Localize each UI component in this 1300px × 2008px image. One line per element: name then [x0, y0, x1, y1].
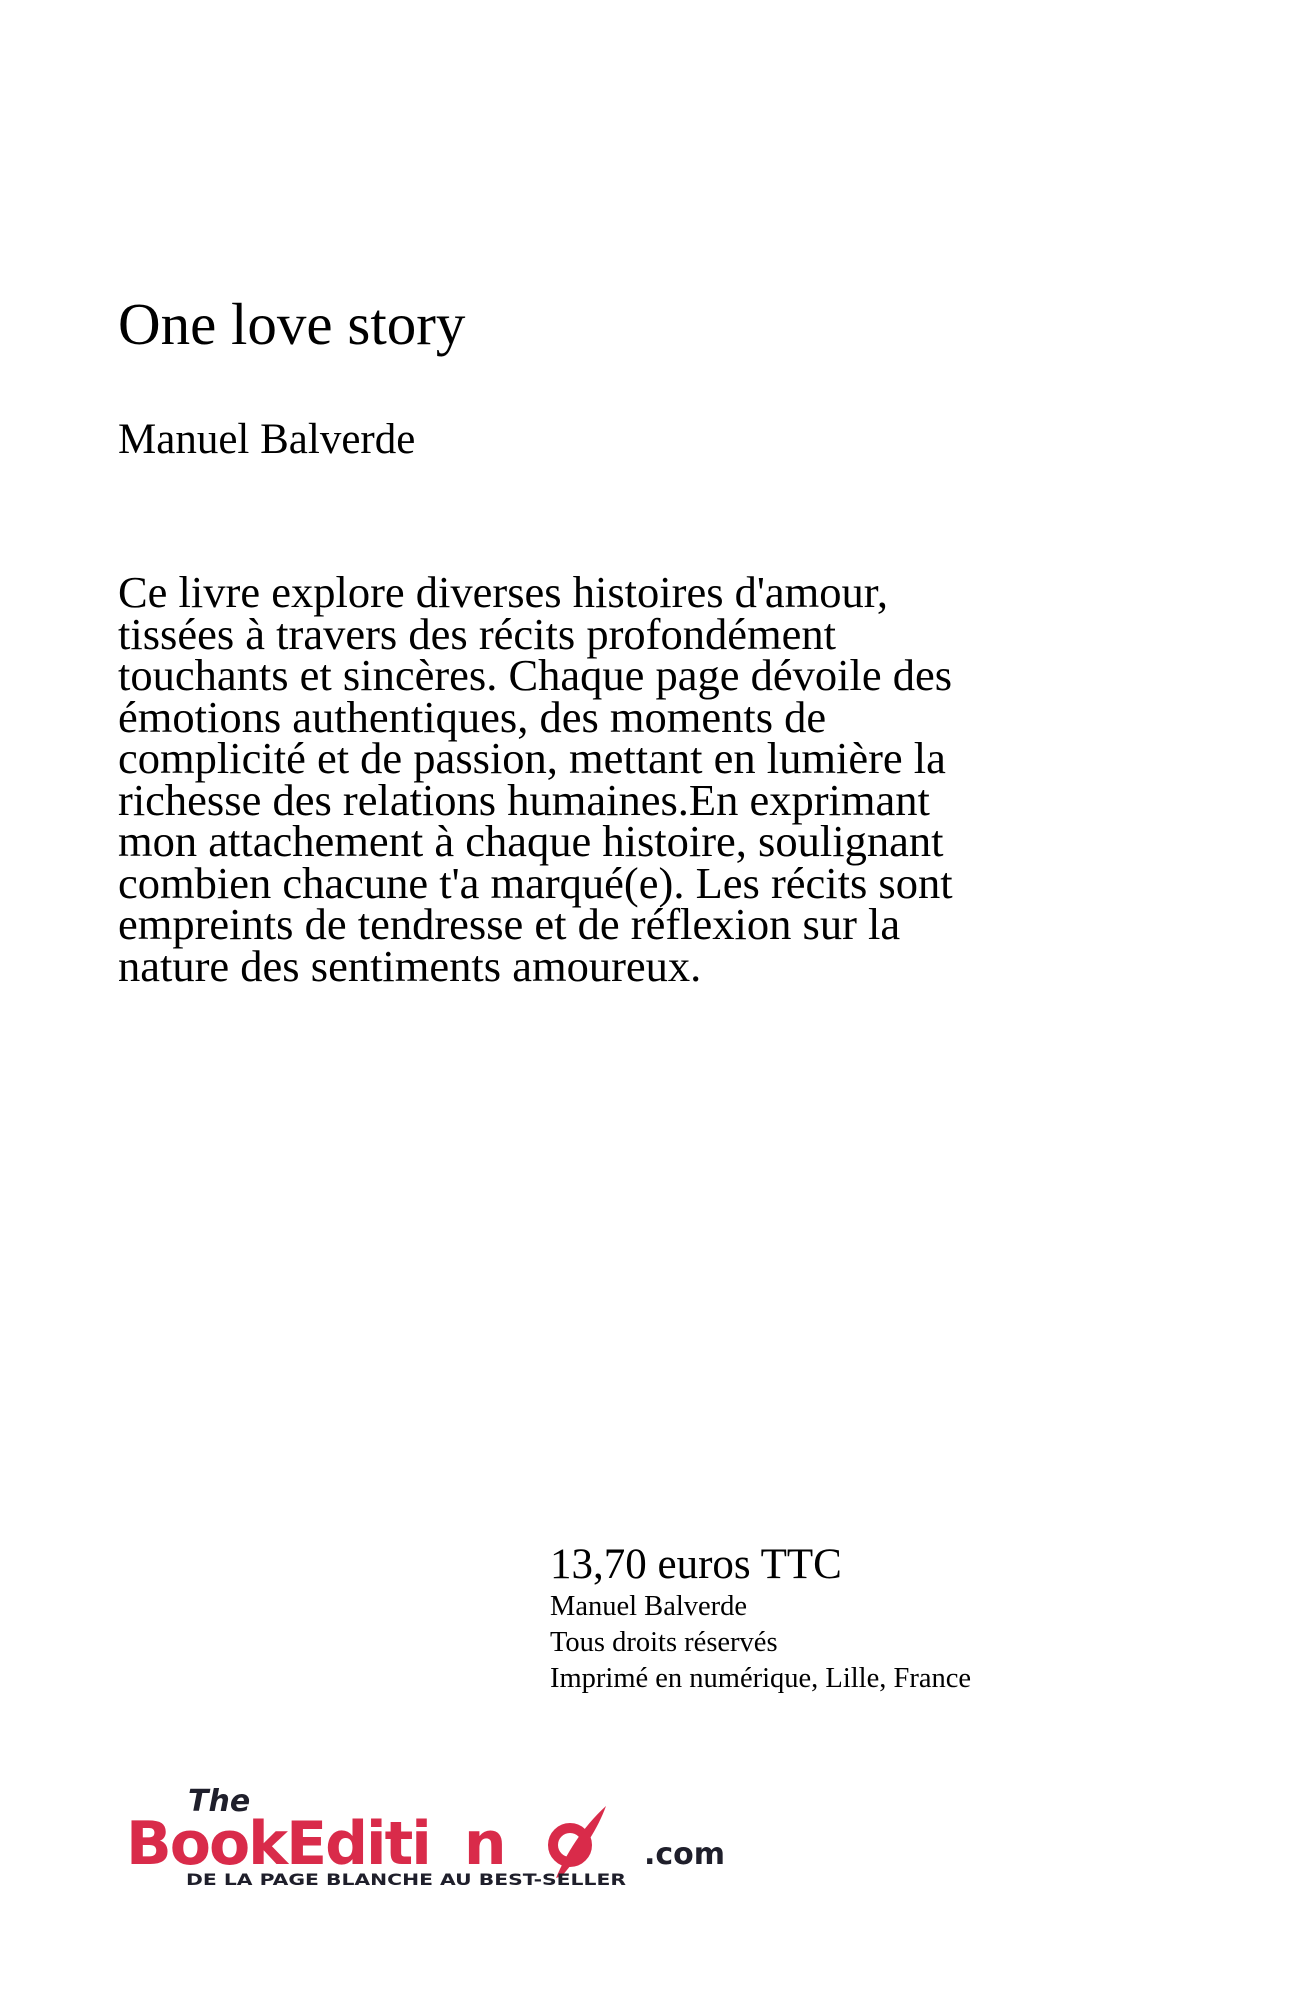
rights-notice: Tous droits réservés: [550, 1627, 778, 1659]
logo-edition-end-text: n: [463, 1809, 505, 1879]
book-title: One love story: [118, 291, 466, 357]
logo-wordmark: [126, 1809, 505, 1879]
imprint-block: [550, 1540, 971, 1697]
logo-the-text: The: [188, 1784, 251, 1819]
price-label: 13,70 euros TTC: [550, 1541, 842, 1588]
printing-notice: Imprimé en numérique, Lille, France: [550, 1663, 972, 1695]
imprint-author: Manuel Balverde: [550, 1591, 748, 1623]
publisher-logo: [126, 1784, 726, 1889]
logo-book-text: Book: [126, 1809, 287, 1879]
book-author: Manuel Balverde: [118, 416, 416, 463]
logo-edition-text: Editi: [286, 1809, 430, 1879]
logo-tagline: DE LA PAGE BLANCHE AU BEST-SELLER: [186, 1870, 626, 1889]
book-blurb: Ce livre explore diverses histoires d'amour, tissées à travers des récits profondément touchants et sincères. Chaque page dévoile des émotions authentiques, des moments de complicité et de passion, mettant en lumière la richesse des relations humaines.En exprimant mon attachement à chaque histoire, soulignant combien chacune t'a marqué(e). Les récits sont empreints de tendresse et de réflexion sur la nature des sentiments amoureux.: [118, 567, 953, 991]
quill-o-icon: [553, 1806, 606, 1878]
logo-dotcom-text: .com: [644, 1837, 726, 1872]
publisher-logo-graphic: [126, 1784, 726, 1889]
